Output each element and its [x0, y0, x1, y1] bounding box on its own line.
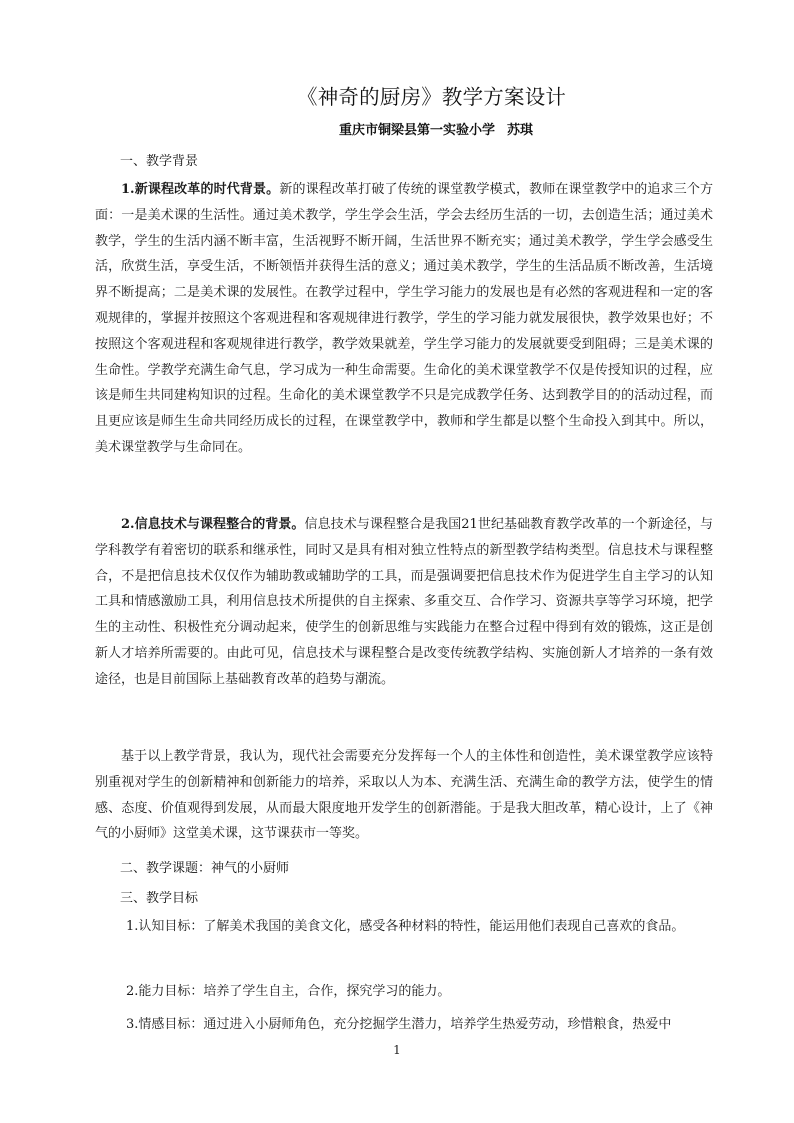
paragraph-conclusion: 基于以上教学背景，我认为，现代社会需要充分发挥每一个人的主体性和创造性，美术课堂教学应该特别重视对学生的创新精神和创新能力的培养，采取以人为本、充满生活、充满生命的教学方法，使学生的情感、态度、价值观得到发展，从而最大限度地开发学生的创新潜能。于是我大胆改革，精心设计，上了《神气的小厨师》这堂美术课，这节课获市一等奖。 — [95, 749, 713, 842]
author-name: 苏琪 — [507, 123, 534, 138]
paragraph-body: 新的课程改革打破了传统的课堂教学模式，教师在课堂教学中的追求三个方面：一是美术课的生活性。通过美术教学，学生学会生活，学会去经历生活的一切，去创造生活；通过美术教学，学生的生活内涵不断丰富，生活视野不断开阔，生活世界不断充实；通过美术教学，学生学会感受生活，欣赏生活，享受生活，不断领悟并获得生活的意义；通过美术教学，学生的生活品质不断改善，生活境界不断提高；二是美术课的发展性。在教学过程中，学生学习能力的发展也是有必然的客观进程和一定的客观规律的，掌握并按照这个客观进程和客观规律进行教学，学生的学习能力就发展很快，教学效果也好；不按照这个客观进程和客观规律进行教学，教学效果就差，学生学习能力的发展就要受到阻碍；三是美术课的生命性。学教学充满生命气息，学习成为一种生命需要。生命化的美术课堂教学不仅是传授知识的过程，应该是师生共同建构知识的过程。生命化的美术课堂教学不只是完成教学任务、达到教学目的的活动过程，而且更应该是师生生命共同经历成长的过程，在课堂教学中，教师和学生都是以整个生命投入到其中。所以，美术课堂教学与生命同在。 — [95, 182, 713, 455]
section-heading-background: 一、教学背景 — [120, 154, 199, 169]
topic-label: 二、教学课题： — [120, 861, 212, 876]
paragraph-lead: 1.新课程改革的时代背景。 — [121, 182, 280, 197]
paragraph-body: 信息技术与课程整合是我国21世纪基础教育教学改革的一个新途径，与学科教学有着密切的联系和继承性，同时又是具有相对独立性特点的新型教学结构类型。信息技术与课程整合，不是把信息技术仅仅作为辅助教或辅助学的工具，而是强调要把信息技术作为促进学生自主学习的认知工具和情感激励工具，利用信息技术所提供的自主探索、多重交互、合作学习、资源共享等学习环境，把学生的主动性、积极性充分调动起来，使学生的创新思维与实践能力在整合过程中得到有效的锻炼，这正是创新人才培养所需要的。由此可见，信息技术与课程整合是改变传统教学结构、实施创新人才培养的一条有效途径，也是目前国际上基础教育改革的趋势与潮流。 — [95, 517, 714, 687]
section-heading-topic — [120, 859, 289, 879]
objective-item: 3.情感目标：通过进入小厨师角色，充分挖掘学生潜力，培养学生热爱劳动，珍惜粮食，热爱中 — [126, 1017, 672, 1032]
objective-item: 2.能力目标：培养了学生自主，合作，探究学习的能力。 — [126, 984, 451, 999]
paragraph-it-integration — [95, 512, 713, 693]
author-school: 重庆市铜梁县第一实验小学 — [339, 123, 496, 138]
page-number: 1 — [393, 1043, 401, 1057]
paragraph-curriculum-reform — [95, 177, 713, 461]
section-heading-objectives: 三、教学目标 — [120, 891, 199, 906]
paragraph-lead: 2.信息技术与课程整合的背景。 — [121, 517, 305, 532]
document-title: 《神奇的厨房》教学方案设计 — [297, 85, 567, 109]
topic-value: 神气的小厨师 — [211, 861, 290, 876]
author-line — [339, 121, 533, 141]
objective-item: 1.认知目标：了解美术我国的美食文化，感受各种材料的特性，能运用他们表现自己喜欢的食品。 — [126, 919, 685, 934]
